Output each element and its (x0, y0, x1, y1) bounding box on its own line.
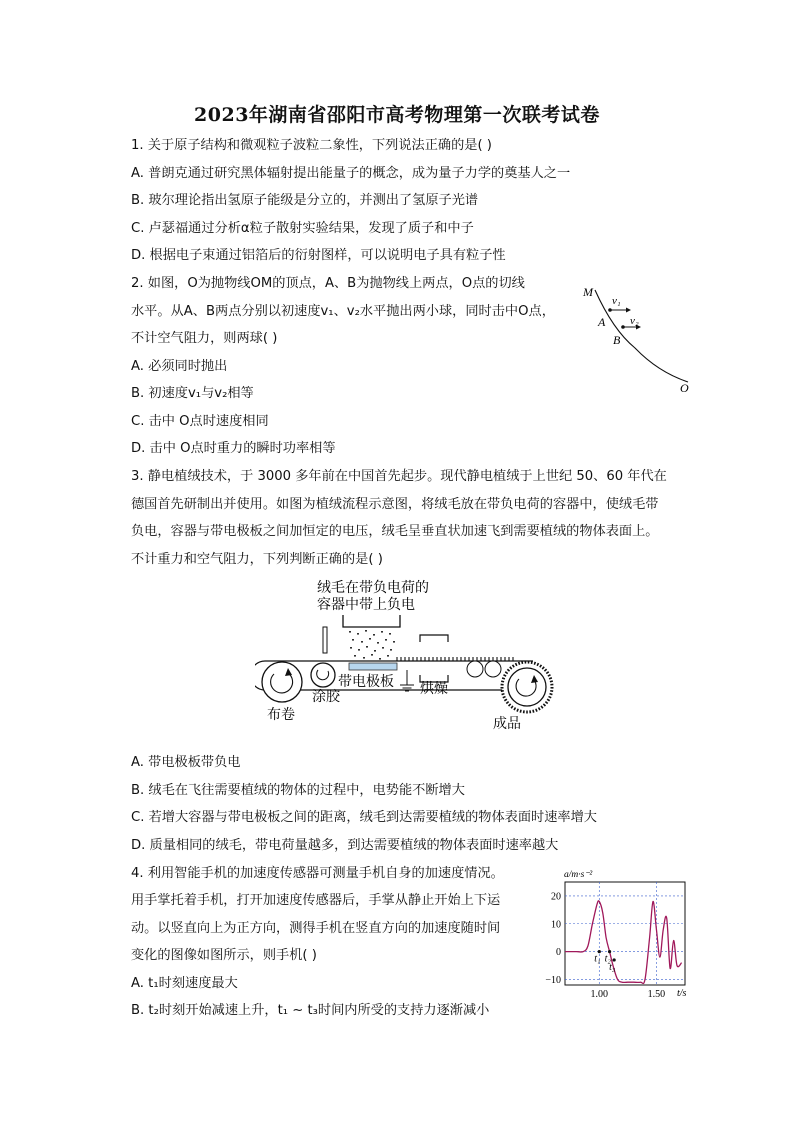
container-label-line1: 绒毛在带负电荷的 (317, 580, 429, 596)
roll-drum (262, 662, 302, 702)
q3-stem-line: 负电，容器与带电极板之间加恒定的电压，绒毛呈垂直状加速飞到需要植绒的物体表面上。 (131, 524, 659, 539)
q2-parabola-figure (578, 280, 703, 395)
flock-container (343, 615, 400, 627)
q3-option-b[interactable]: B. 绒毛在飞往需要植绒的物体的过程中，电势能不断增大 (131, 783, 465, 798)
q1-stem: 1. 关于原子结构和微观粒子波粒二象性，下列说法正确的是( ) (131, 138, 492, 153)
product-core (508, 668, 546, 706)
q2-option-c[interactable]: C. 击中 O点时速度相同 (131, 414, 269, 429)
q2-stem-line: 水平。从A、B两点分别以初速度v₁、v₂水平抛出两小球，同时击中O点， (131, 304, 555, 319)
falling-flocks (349, 630, 395, 660)
blade (323, 627, 327, 653)
chart-y-tick-label: 20 (551, 891, 561, 903)
label-o: O (680, 381, 689, 395)
glue-roller (311, 663, 335, 687)
q4-stem-line: 4. 利用智能手机的加速度传感器可测量手机自身的加速度情况。 (131, 866, 504, 881)
q1-option-d[interactable]: D. 根据电子束通过铝箔后的衍射图样，可以说明电子具有粒子性 (131, 248, 506, 263)
chart-x-label: t/s (677, 988, 687, 999)
q4-stem-line: 变化的图像如图所示，则手机( ) (131, 948, 317, 963)
page-title: 2023年湖南省邵阳市高考物理第一次联考试卷 (194, 104, 600, 126)
q4-stem-line: 动。以竖直向上为正方向，测得手机在竖直方向的加速度随时间 (131, 921, 501, 936)
q2-option-a[interactable]: A. 必须同时抛出 (131, 359, 228, 374)
chart-x-tick-label: 1.50 (647, 989, 666, 1000)
label-v2: v₂ (630, 315, 639, 327)
label-v1: v₁ (612, 295, 621, 307)
q1-option-c[interactable]: C. 卢瑟福通过分析α粒子散射实验结果，发现了质子和中子 (131, 221, 474, 236)
q3-stem-line: 3. 静电植绒技术，于 3000 多年前在中国首先起步。现代静电植绒于上世纪 50、60 年代在 (131, 469, 667, 484)
label-plate: 带电极板 (338, 674, 394, 690)
q3-stem-line: 不计重力和空气阻力，下列判断正确的是( ) (131, 552, 383, 567)
label-b: B (613, 333, 621, 347)
q2-stem-line: 2. 如图，O为抛物线OM的顶点，A、B为抛物线上两点，O点的切线 (131, 276, 525, 291)
q3-stem-line: 德国首先研制出并使用。如图为植绒流程示意图，将绒毛放在带负电荷的容器中，使绒毛带 (131, 497, 659, 512)
label-dry: 烘燥 (420, 681, 448, 697)
q2-option-b[interactable]: B. 初速度v₁与v₂相等 (131, 386, 254, 401)
label-glue: 涂胶 (312, 689, 340, 705)
q3-option-a[interactable]: A. 带电极板带负电 (131, 755, 241, 770)
label-a: A (598, 315, 606, 329)
drying-box-top (420, 635, 448, 642)
q3-option-c[interactable]: C. 若增大容器与带电极板之间的距离，绒毛到达需要植绒的物体表面时速率增大 (131, 810, 597, 825)
chart-y-tick-label: 0 (556, 947, 561, 959)
chart-plot-area (565, 882, 685, 985)
q4-option-b[interactable]: B. t₂时刻开始减速上升，t₁ ~ t₃时间内所受的支持力逐渐减小 (131, 1003, 490, 1018)
point-a (608, 308, 612, 312)
label-m: M (583, 285, 593, 299)
chart-y-label: a/m·s⁻² (564, 870, 593, 880)
point-b (621, 325, 625, 329)
q3-flocking-figure (255, 575, 575, 735)
q3-option-d[interactable]: D. 质量相同的绒毛，带电荷量越多，到达需要植绒的物体表面时速率越大 (131, 838, 559, 853)
label-roll: 布卷 (267, 707, 295, 723)
v1-arrowhead (626, 308, 631, 313)
label-product: 成品 (493, 716, 521, 732)
chart-annotation-label: t₁ (594, 953, 601, 965)
chart-x-tick-label: 1.00 (590, 989, 609, 1000)
charged-plate (349, 663, 397, 670)
q1-option-a[interactable]: A. 普朗克通过研究黑体辐射提出能量子的概念，成为量子力学的奠基人之一 (131, 166, 571, 181)
chart-annotation-label: t₃ (609, 961, 616, 973)
container-label-line2: 容器中带上负电 (317, 597, 415, 613)
q4-option-a[interactable]: A. t₁时刻速度最大 (131, 976, 238, 991)
q2-stem-line: 不计空气阻力，则两球( ) (131, 331, 278, 346)
q4-stem-line: 用手掌托着手机，打开加速度传感器后，手掌从静止开始上下运 (131, 893, 501, 908)
conveyor-rollers (467, 661, 501, 677)
acceleration-chart (530, 865, 700, 1000)
parabola-curve (595, 290, 688, 382)
chart-annotation-label: t₂ (604, 953, 611, 965)
chart-y-tick-label: 10 (551, 919, 561, 931)
q2-option-d[interactable]: D. 击中 O点时重力的瞬时功率相等 (131, 441, 336, 456)
chart-y-tick-label: −10 (545, 974, 561, 986)
q1-option-b[interactable]: B. 玻尔理论指出氢原子能级是分立的，并测出了氢原子光谱 (131, 193, 479, 208)
